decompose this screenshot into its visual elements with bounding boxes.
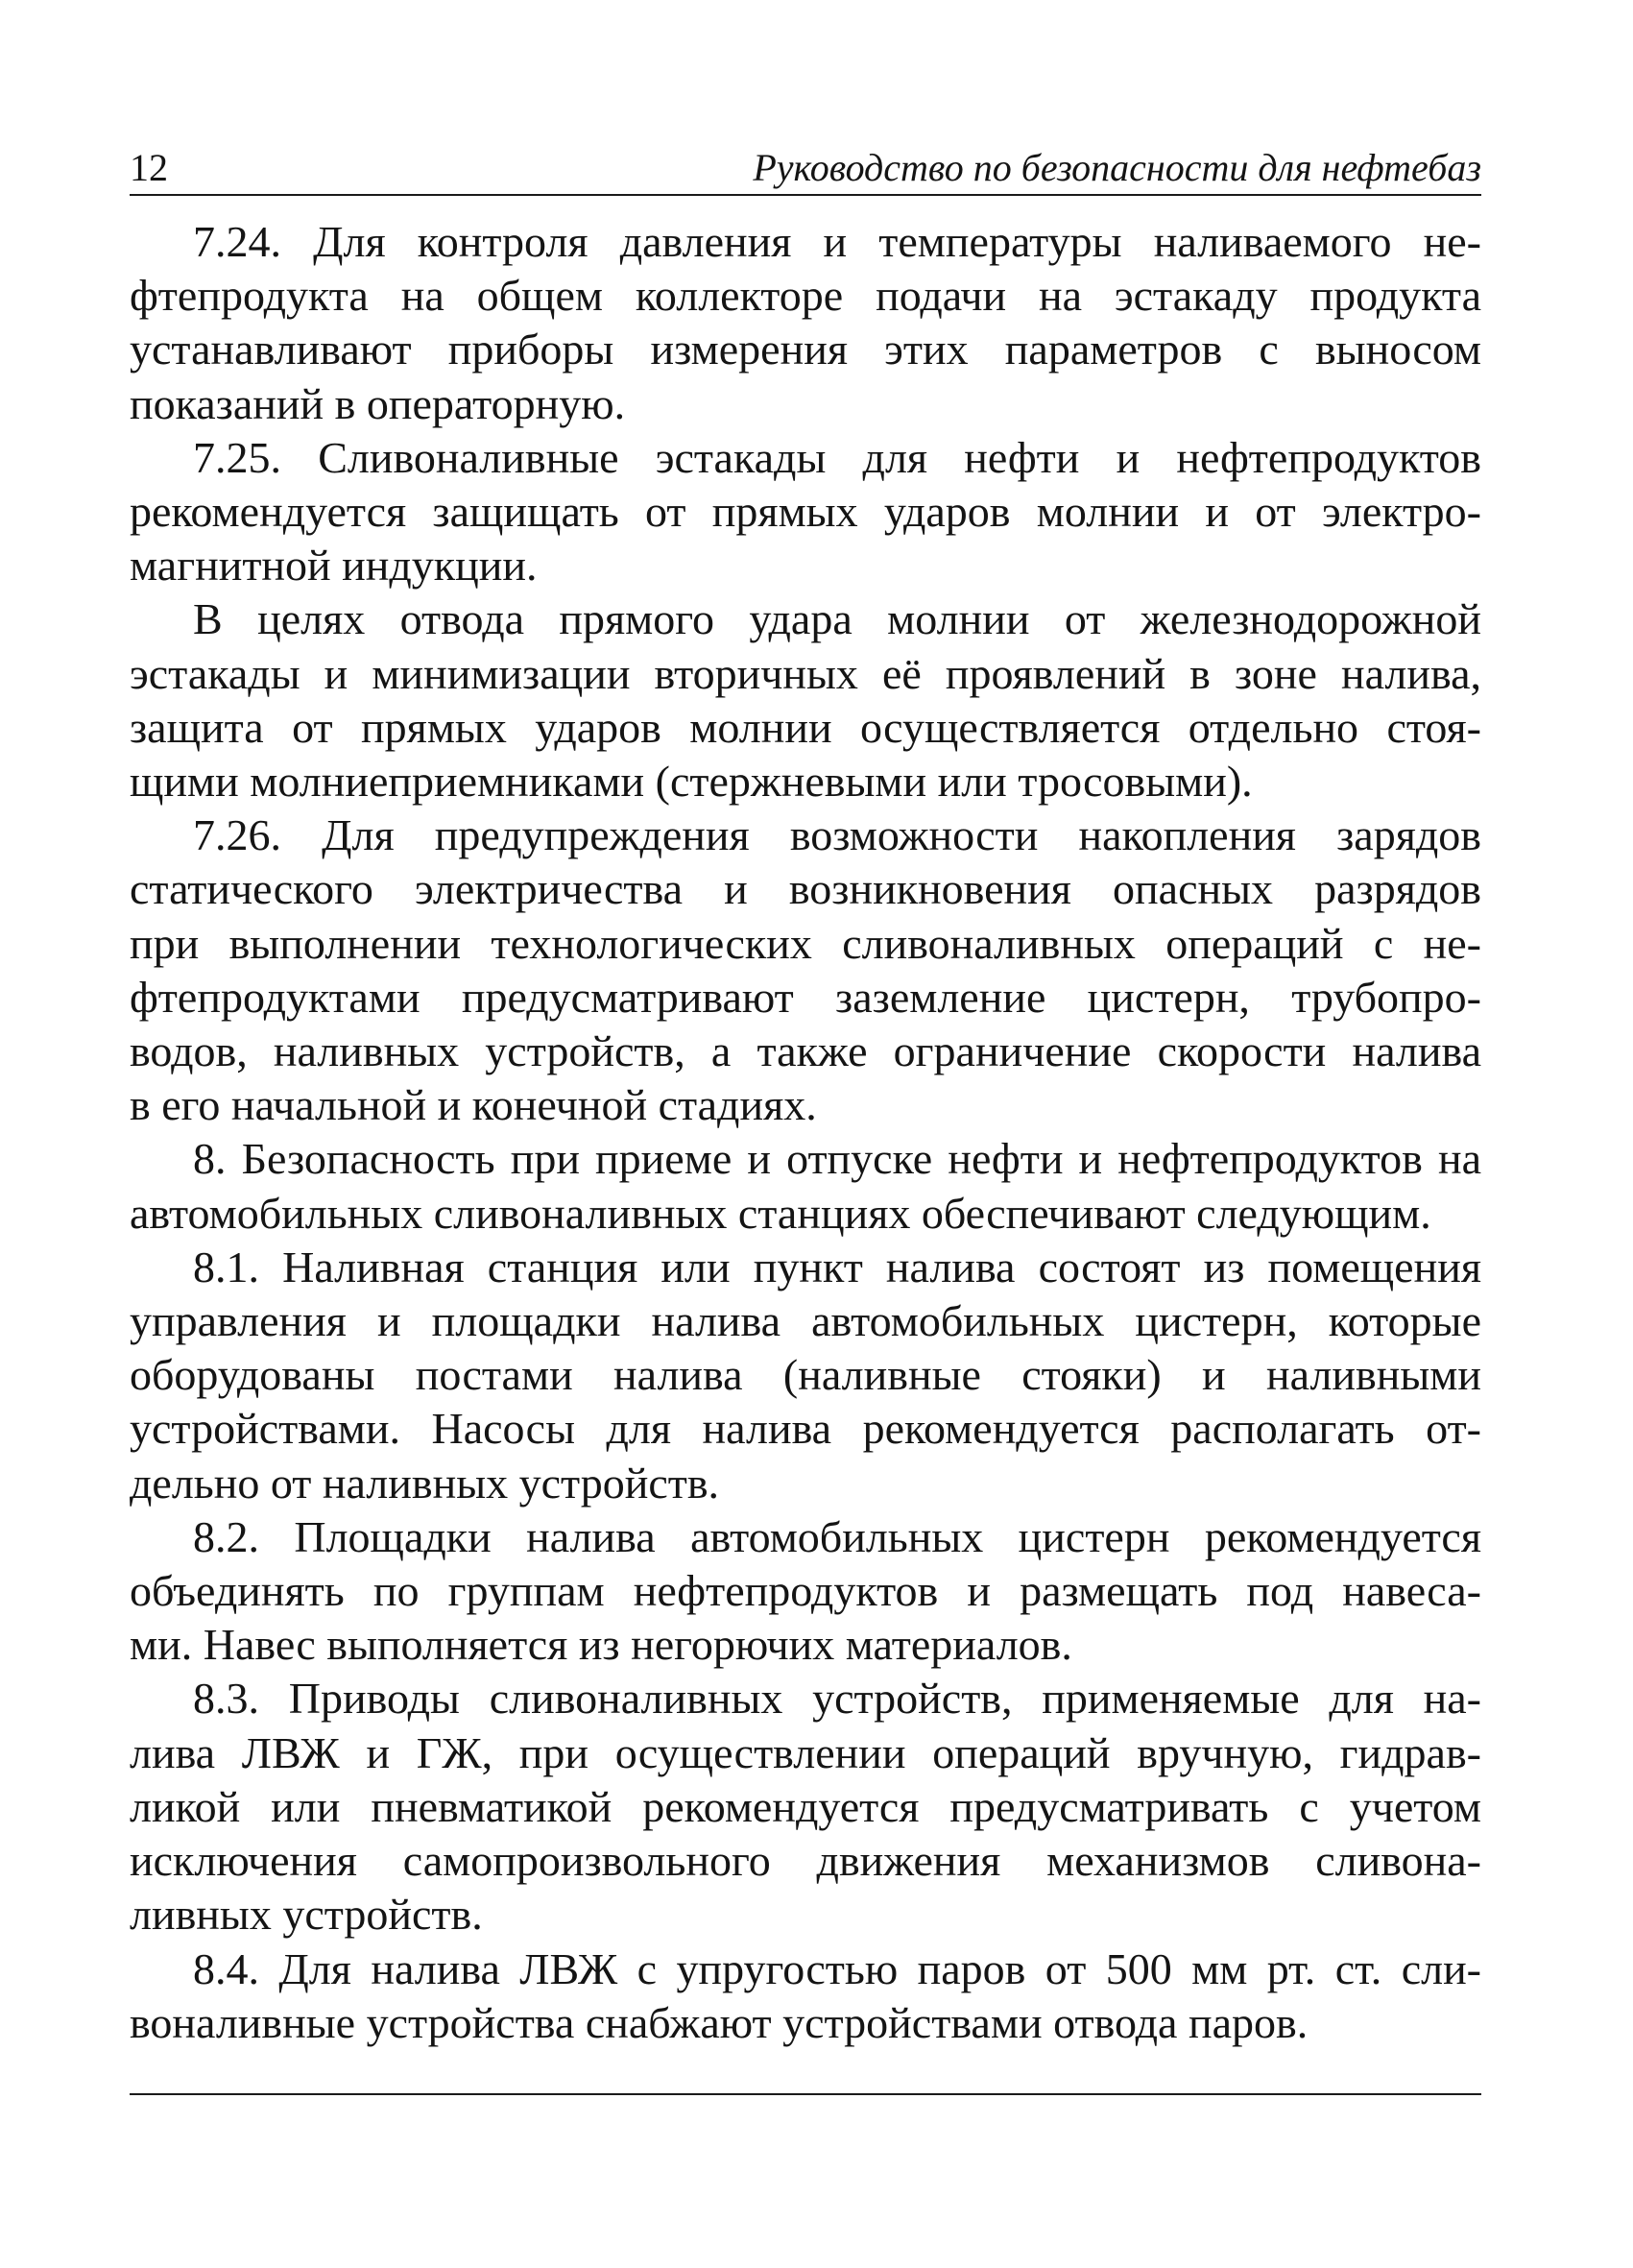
page-number: 12 [130,146,168,189]
text-line: в его начальной и конечной стадиях. [130,1080,817,1130]
text-line: щими молниеприемниками (стержневыми или тросовыми). [130,757,1253,807]
text-line: фтепродуктами предусматривают заземление цистерн, трубопро- [130,972,1481,1022]
paragraph-8-2 [130,1510,1481,1673]
text-line: устройствами. Насосы для налива рекомендуется располагать от- [130,1404,1481,1454]
paragraph-lightning-protection [130,592,1481,808]
page-header [130,142,1481,196]
text-line: 8.4. Для налива ЛВЖ с упругостью паров от 500 мм рт. ст. сли- [193,1943,1481,1993]
text-line: ливных устройств. [130,1890,483,1940]
text-line: водов, наливных устройств, а также ограничение скорости налива [130,1026,1481,1076]
text-line: исключения самопроизвольного движения механизмов сливона- [130,1836,1481,1886]
page-content [130,215,1481,2050]
text-line: при выполнении технологических сливоналивных операций с не- [130,918,1481,968]
text-line: устанавливают приборы измерения этих параметров с выносом [130,325,1481,374]
text-line: ликой или пневматикой рекомендуется предусматривать с учетом [130,1781,1481,1831]
text-line: показаний в операторную. [130,378,626,428]
text-line: 8.3. Приводы сливоналивных устройств, применяемые для на- [193,1674,1481,1724]
bottom-rule [130,2093,1481,2095]
paragraph-8 [130,1132,1481,1240]
text-line: статического электричества и возникновения опасных разрядов [130,864,1481,914]
text-line: 8.1. Наливная станция или пункт налива состоят из помещения [193,1242,1481,1291]
text-line: фтепродукта на общем коллекторе подачи на эстакаду продукта [130,271,1481,321]
paragraph-7-25 [130,431,1481,593]
text-line: лива ЛВЖ и ГЖ, при осуществлении операций вручную, гидрав- [130,1727,1481,1777]
text-line: 8.2. Площадки налива автомобильных цистерн рекомендуется [193,1511,1481,1561]
paragraph-7-26 [130,808,1481,1132]
text-line: защита от прямых ударов молнии осуществляется отдельно стоя- [130,702,1481,752]
paragraph-8-3 [130,1672,1481,1942]
running-title: Руководство по безопасности для нефтебаз [753,146,1481,189]
text-line: 7.24. Для контроля давления и температуры наливаемого не- [193,217,1481,266]
paragraph-7-24 [130,215,1481,431]
text-line: автомобильных сливоналивных станциях обеспечивают следующим. [130,1188,1431,1238]
text-line: воналивные устройства снабжают устройствами отвода паров. [130,1997,1309,2047]
text-line: магнитной индукции. [130,541,538,591]
text-line: 7.25. Сливоналивные эстакады для нефти и нефтепродуктов [193,432,1481,482]
text-line: В целях отвода прямого удара молнии от железнодорожной [193,594,1481,644]
paragraph-8-1 [130,1241,1481,1510]
text-line: оборудованы постами налива (наливные стояки) и наливными [130,1350,1481,1400]
text-line: объединять по группам нефтепродуктов и размещать под навеса- [130,1566,1481,1616]
text-line: ми. Навес выполняется из негорючих материалов. [130,1620,1072,1670]
text-line: 7.26. Для предупреждения возможности накопления зарядов [193,810,1481,860]
paragraph-8-4 [130,1942,1481,2050]
text-line: 8. Безопасность при приеме и отпуске нефти и нефтепродуктов на [193,1134,1481,1184]
text-line: управления и площадки налива автомобильных цистерн, которые [130,1296,1481,1346]
text-line: дельно от наливных устройств. [130,1458,720,1508]
text-line: рекомендуется защищать от прямых ударов молнии и от электро- [130,487,1481,537]
text-line: эстакады и минимизации вторичных её проявлений в зоне налива, [130,648,1481,698]
